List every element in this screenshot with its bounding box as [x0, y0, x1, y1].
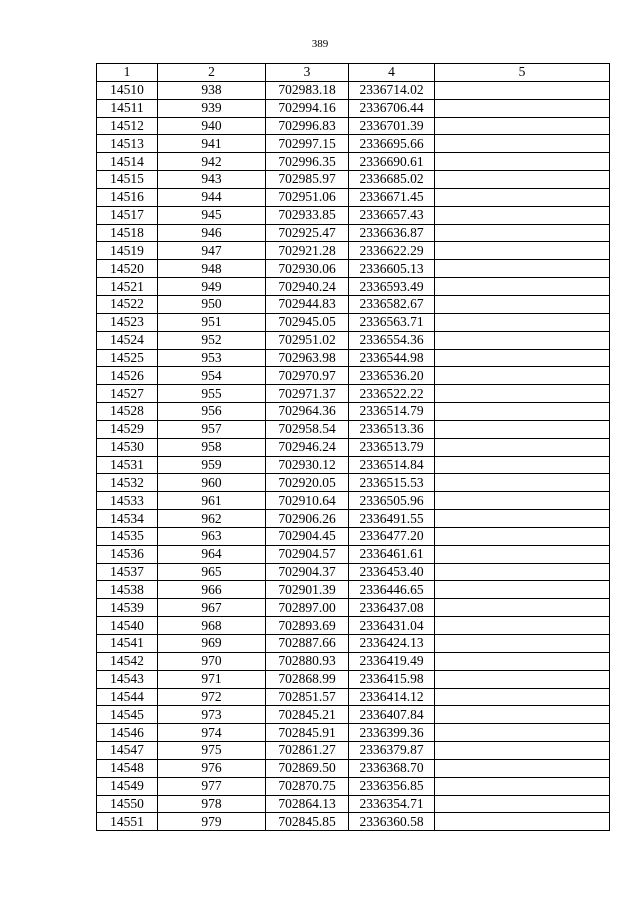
table-cell: 14517 [97, 206, 158, 224]
table-cell: 14551 [97, 813, 158, 831]
table-cell: 2336554.36 [349, 331, 435, 349]
table-row [97, 670, 610, 688]
table-cell: 702964.36 [266, 403, 349, 421]
table-cell: 2336446.65 [349, 581, 435, 599]
table-row [97, 617, 610, 635]
table-cell: 2336453.40 [349, 563, 435, 581]
table-cell [435, 474, 610, 492]
table-cell: 2336379.87 [349, 742, 435, 760]
table-cell [435, 581, 610, 599]
table-cell: 14526 [97, 367, 158, 385]
table-cell: 14544 [97, 688, 158, 706]
table-cell: 2336424.13 [349, 635, 435, 653]
table-cell [435, 492, 610, 510]
table-cell: 702996.35 [266, 153, 349, 171]
table-cell: 2336563.71 [349, 313, 435, 331]
table-cell [435, 545, 610, 563]
table-cell: 702904.37 [266, 563, 349, 581]
table-row [97, 331, 610, 349]
table-cell: 14528 [97, 403, 158, 421]
table-cell: 2336360.58 [349, 813, 435, 831]
table-cell: 955 [158, 385, 266, 403]
table-cell [435, 260, 610, 278]
table-row [97, 492, 610, 510]
table-cell: 14550 [97, 795, 158, 813]
table-cell: 962 [158, 510, 266, 528]
table-cell: 702897.00 [266, 599, 349, 617]
table-cell: 2336419.49 [349, 652, 435, 670]
table-cell: 975 [158, 742, 266, 760]
table-cell: 963 [158, 527, 266, 545]
table-row [97, 188, 610, 206]
table-cell: 969 [158, 635, 266, 653]
table-cell: 702983.18 [266, 81, 349, 99]
table-cell: 702921.28 [266, 242, 349, 260]
table-cell: 14548 [97, 759, 158, 777]
table-row [97, 367, 610, 385]
table-cell: 14543 [97, 670, 158, 688]
table-cell [435, 759, 610, 777]
table-cell: 14542 [97, 652, 158, 670]
table-cell [435, 99, 610, 117]
table-row [97, 742, 610, 760]
header-row [97, 64, 610, 82]
table-cell: 944 [158, 188, 266, 206]
table-row [97, 117, 610, 135]
table-row [97, 635, 610, 653]
table-cell [435, 599, 610, 617]
table-cell: 2336582.67 [349, 295, 435, 313]
table-cell [435, 635, 610, 653]
table-cell: 702963.98 [266, 349, 349, 367]
table-cell [435, 206, 610, 224]
table-row [97, 278, 610, 296]
table-cell: 2336657.43 [349, 206, 435, 224]
table-cell: 2336477.20 [349, 527, 435, 545]
table-cell: 702920.05 [266, 474, 349, 492]
table-cell: 702958.54 [266, 420, 349, 438]
table-row [97, 688, 610, 706]
table-cell [435, 224, 610, 242]
table-row [97, 171, 610, 189]
table-row [97, 581, 610, 599]
table-row [97, 313, 610, 331]
table-cell: 702940.24 [266, 278, 349, 296]
coordinates-table [96, 63, 610, 831]
table-cell: 2336513.79 [349, 438, 435, 456]
table-cell: 939 [158, 99, 266, 117]
table-cell: 14520 [97, 260, 158, 278]
table-cell: 702930.06 [266, 260, 349, 278]
table-cell: 14538 [97, 581, 158, 599]
table-cell [435, 563, 610, 581]
table-cell: 950 [158, 295, 266, 313]
table-cell: 978 [158, 795, 266, 813]
table-cell: 14524 [97, 331, 158, 349]
table-cell [435, 313, 610, 331]
table-cell [435, 331, 610, 349]
table-cell: 702864.13 [266, 795, 349, 813]
table-cell: 951 [158, 313, 266, 331]
table-cell [435, 652, 610, 670]
table-cell: 702851.57 [266, 688, 349, 706]
table-cell: 2336544.98 [349, 349, 435, 367]
table-cell [435, 617, 610, 635]
table-row [97, 599, 610, 617]
table-cell: 702893.69 [266, 617, 349, 635]
table-cell: 946 [158, 224, 266, 242]
table-row [97, 349, 610, 367]
table-cell: 702845.91 [266, 724, 349, 742]
table-cell: 2336522.22 [349, 385, 435, 403]
table-cell: 702944.83 [266, 295, 349, 313]
table-cell: 2336706.44 [349, 99, 435, 117]
table-cell: 938 [158, 81, 266, 99]
table-cell: 954 [158, 367, 266, 385]
table-cell: 702868.99 [266, 670, 349, 688]
table-cell: 966 [158, 581, 266, 599]
table-cell: 702901.39 [266, 581, 349, 599]
header-cell: 3 [266, 64, 349, 82]
table-cell: 702951.02 [266, 331, 349, 349]
table-cell: 2336437.08 [349, 599, 435, 617]
table-row [97, 474, 610, 492]
table-cell: 2336605.13 [349, 260, 435, 278]
table-cell [435, 456, 610, 474]
table-row [97, 260, 610, 278]
table-row [97, 135, 610, 153]
header-cell: 4 [349, 64, 435, 82]
table-cell: 972 [158, 688, 266, 706]
table-cell: 2336685.02 [349, 171, 435, 189]
table-cell: 14534 [97, 510, 158, 528]
table-cell: 702945.05 [266, 313, 349, 331]
table-cell: 14514 [97, 153, 158, 171]
table-cell: 702904.45 [266, 527, 349, 545]
table-cell: 940 [158, 117, 266, 135]
table-cell [435, 706, 610, 724]
table-row [97, 795, 610, 813]
table-cell: 14547 [97, 742, 158, 760]
table-cell: 14516 [97, 188, 158, 206]
table-cell: 2336593.49 [349, 278, 435, 296]
table-cell: 702870.75 [266, 777, 349, 795]
table-cell: 2336671.45 [349, 188, 435, 206]
table-cell: 961 [158, 492, 266, 510]
table-row [97, 385, 610, 403]
table-cell: 14537 [97, 563, 158, 581]
table-cell [435, 367, 610, 385]
table-row [97, 242, 610, 260]
table-cell: 973 [158, 706, 266, 724]
table-cell: 942 [158, 153, 266, 171]
table-cell: 702996.83 [266, 117, 349, 135]
table-cell [435, 295, 610, 313]
table-cell: 960 [158, 474, 266, 492]
table-cell: 14549 [97, 777, 158, 795]
table-row [97, 420, 610, 438]
table-cell: 957 [158, 420, 266, 438]
table-cell: 14541 [97, 635, 158, 653]
table-row [97, 545, 610, 563]
table-row [97, 224, 610, 242]
table-cell: 14532 [97, 474, 158, 492]
table-cell: 702930.12 [266, 456, 349, 474]
table-row [97, 706, 610, 724]
page-number: 389 [311, 38, 329, 50]
table-cell: 14510 [97, 81, 158, 99]
table-cell: 14513 [97, 135, 158, 153]
table-cell: 2336515.53 [349, 474, 435, 492]
table-cell [435, 171, 610, 189]
table-cell: 702910.64 [266, 492, 349, 510]
table-cell: 953 [158, 349, 266, 367]
table-cell: 2336431.04 [349, 617, 435, 635]
table-cell: 14540 [97, 617, 158, 635]
table-cell: 2336514.84 [349, 456, 435, 474]
table-row [97, 510, 610, 528]
table-cell: 702869.50 [266, 759, 349, 777]
table-cell: 2336415.98 [349, 670, 435, 688]
table-cell: 14519 [97, 242, 158, 260]
table-cell [435, 117, 610, 135]
table-cell: 2336356.85 [349, 777, 435, 795]
table-cell: 2336354.71 [349, 795, 435, 813]
table-cell [435, 795, 610, 813]
table-cell: 702946.24 [266, 438, 349, 456]
table-cell: 2336514.79 [349, 403, 435, 421]
table-cell: 14527 [97, 385, 158, 403]
table-cell: 967 [158, 599, 266, 617]
table-cell: 952 [158, 331, 266, 349]
table-row [97, 81, 610, 99]
table-cell: 2336690.61 [349, 153, 435, 171]
table-cell: 14511 [97, 99, 158, 117]
table-cell: 14545 [97, 706, 158, 724]
table-cell [435, 777, 610, 795]
table-cell [435, 278, 610, 296]
table-cell: 702887.66 [266, 635, 349, 653]
table-cell: 14535 [97, 527, 158, 545]
table-cell: 14523 [97, 313, 158, 331]
table-row [97, 206, 610, 224]
table-cell: 947 [158, 242, 266, 260]
table-cell [435, 527, 610, 545]
table-cell [435, 510, 610, 528]
table-cell: 956 [158, 403, 266, 421]
table-cell: 2336399.36 [349, 724, 435, 742]
table-cell [435, 188, 610, 206]
table-cell [435, 813, 610, 831]
table-cell: 2336636.87 [349, 224, 435, 242]
table-cell: 702880.93 [266, 652, 349, 670]
table-row [97, 99, 610, 117]
table-cell: 2336491.55 [349, 510, 435, 528]
table-cell: 702994.16 [266, 99, 349, 117]
table-cell: 948 [158, 260, 266, 278]
table-cell [435, 403, 610, 421]
table-cell: 2336701.39 [349, 117, 435, 135]
table-cell: 14525 [97, 349, 158, 367]
table-cell: 14533 [97, 492, 158, 510]
table-cell: 2336622.29 [349, 242, 435, 260]
table-cell: 2336695.66 [349, 135, 435, 153]
table-cell: 943 [158, 171, 266, 189]
table-cell: 2336714.02 [349, 81, 435, 99]
table-row [97, 652, 610, 670]
table-cell: 702845.21 [266, 706, 349, 724]
table-cell: 2336505.96 [349, 492, 435, 510]
table-cell: 2336414.12 [349, 688, 435, 706]
table-cell: 941 [158, 135, 266, 153]
table-cell: 971 [158, 670, 266, 688]
table-cell: 702970.97 [266, 367, 349, 385]
table-cell: 702985.97 [266, 171, 349, 189]
table-cell [435, 385, 610, 403]
table-row [97, 777, 610, 795]
table-row [97, 153, 610, 171]
table-cell: 979 [158, 813, 266, 831]
table-row [97, 438, 610, 456]
table-row [97, 813, 610, 831]
table-row [97, 403, 610, 421]
table-cell [435, 349, 610, 367]
table-row [97, 295, 610, 313]
table-cell [435, 688, 610, 706]
table-cell [435, 242, 610, 260]
table-cell: 702997.15 [266, 135, 349, 153]
table-cell: 14512 [97, 117, 158, 135]
header-cell: 5 [435, 64, 610, 82]
table-cell: 702904.57 [266, 545, 349, 563]
table-cell: 976 [158, 759, 266, 777]
table-cell [435, 81, 610, 99]
table-cell: 14515 [97, 171, 158, 189]
table-cell [435, 135, 610, 153]
table-cell: 2336407.84 [349, 706, 435, 724]
table-cell: 702933.85 [266, 206, 349, 224]
table-cell: 949 [158, 278, 266, 296]
table-cell: 964 [158, 545, 266, 563]
table-cell: 14530 [97, 438, 158, 456]
table-cell [435, 724, 610, 742]
table-row [97, 563, 610, 581]
table-cell: 2336368.70 [349, 759, 435, 777]
table-cell: 970 [158, 652, 266, 670]
table-cell: 945 [158, 206, 266, 224]
table-row [97, 456, 610, 474]
table-cell: 2336461.61 [349, 545, 435, 563]
table-cell: 702906.26 [266, 510, 349, 528]
header-cell: 1 [97, 64, 158, 82]
table-cell: 14522 [97, 295, 158, 313]
table-cell: 702845.85 [266, 813, 349, 831]
table-cell: 14536 [97, 545, 158, 563]
table-cell: 2336536.20 [349, 367, 435, 385]
table-cell: 974 [158, 724, 266, 742]
table-cell: 977 [158, 777, 266, 795]
header-cell: 2 [158, 64, 266, 82]
table-cell: 702971.37 [266, 385, 349, 403]
table-cell: 959 [158, 456, 266, 474]
table-cell: 14531 [97, 456, 158, 474]
table-cell: 702951.06 [266, 188, 349, 206]
table-cell: 14518 [97, 224, 158, 242]
table-cell: 14529 [97, 420, 158, 438]
table-cell: 14521 [97, 278, 158, 296]
table-cell: 968 [158, 617, 266, 635]
table-cell: 2336513.36 [349, 420, 435, 438]
table-cell: 14539 [97, 599, 158, 617]
table-cell: 965 [158, 563, 266, 581]
table-cell: 14546 [97, 724, 158, 742]
table-cell [435, 153, 610, 171]
table-row [97, 527, 610, 545]
table-row [97, 759, 610, 777]
table-cell: 702861.27 [266, 742, 349, 760]
table-cell: 958 [158, 438, 266, 456]
table-cell [435, 420, 610, 438]
table-cell [435, 438, 610, 456]
table-row [97, 724, 610, 742]
table-cell [435, 742, 610, 760]
table-body [97, 81, 610, 830]
table-cell [435, 670, 610, 688]
table-cell: 702925.47 [266, 224, 349, 242]
